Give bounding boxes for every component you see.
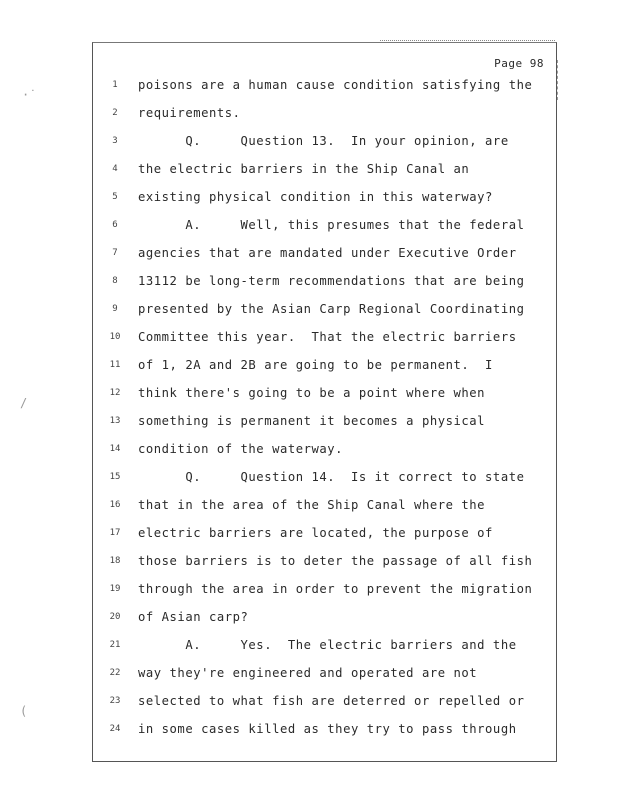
line-number: 15 xyxy=(109,472,121,482)
transcript-line: way they're engineered and operated are not xyxy=(138,666,478,680)
transcript-line: of 1, 2A and 2B are going to be permanent. I xyxy=(138,358,493,372)
transcript-line: condition of the waterway. xyxy=(138,442,344,456)
transcript-line: in some cases killed as they try to pass through xyxy=(138,722,517,736)
transcript-line: Committee this year. That the electric barriers xyxy=(138,330,517,344)
line-number: 19 xyxy=(109,584,121,594)
transcript-page-frame xyxy=(92,42,557,762)
line-number: 2 xyxy=(112,108,118,118)
line-number: 13 xyxy=(109,416,121,426)
line-number: 17 xyxy=(109,528,121,538)
transcript-line: selected to what fish are deterred or repelled or xyxy=(138,694,525,708)
transcript-line: of Asian carp? xyxy=(138,610,249,624)
transcript-line: Q. Question 13. In your opinion, are xyxy=(138,134,509,148)
transcript-line: electric barriers are located, the purpose of xyxy=(138,526,493,540)
line-number: 9 xyxy=(112,304,118,314)
line-number: 3 xyxy=(112,136,118,146)
transcript-line: A. Yes. The electric barriers and the xyxy=(138,638,517,652)
line-number: 10 xyxy=(109,332,121,342)
line-number: 22 xyxy=(109,668,121,678)
line-number: 21 xyxy=(109,640,121,650)
transcript-line: agencies that are mandated under Executive Order xyxy=(138,246,517,260)
transcript-line: something is permanent it becomes a physical xyxy=(138,414,486,428)
line-number: 5 xyxy=(112,192,118,202)
margin-speck: ·˙ xyxy=(22,88,37,102)
transcript-line: Q. Question 14. Is it correct to state xyxy=(138,470,525,484)
line-number: 18 xyxy=(109,556,121,566)
line-number: 1 xyxy=(112,80,118,90)
transcript-line: that in the area of the Ship Canal where the xyxy=(138,498,486,512)
right-margin-rule xyxy=(557,60,559,100)
transcript-line: existing physical condition in this waterway? xyxy=(138,190,493,204)
transcript-line: through the area in order to prevent the migration xyxy=(138,582,533,596)
transcript-line: A. Well, this presumes that the federal xyxy=(138,218,525,232)
transcript-line: those barriers is to deter the passage of all fish xyxy=(138,554,533,568)
line-number: 16 xyxy=(109,500,121,510)
line-number: 23 xyxy=(109,696,121,706)
transcript-line: 13112 be long-term recommendations that are being xyxy=(138,274,525,288)
margin-speck: ( xyxy=(20,704,28,718)
line-number: 7 xyxy=(112,248,118,258)
line-number: 11 xyxy=(109,360,121,370)
line-number: 4 xyxy=(112,164,118,174)
transcript-line: presented by the Asian Carp Regional Coordinating xyxy=(138,302,525,316)
line-number: 12 xyxy=(109,388,121,398)
line-number: 24 xyxy=(109,724,121,734)
line-number: 20 xyxy=(109,612,121,622)
transcript-line: poisons are a human cause condition satisfying the xyxy=(138,78,533,92)
margin-speck: / xyxy=(20,396,28,410)
page-number: Page 98 xyxy=(494,57,544,70)
line-number: 14 xyxy=(109,444,121,454)
transcript-line: the electric barriers in the Ship Canal an xyxy=(138,162,470,176)
line-number: 6 xyxy=(112,220,118,230)
transcript-line: requirements. xyxy=(138,106,241,120)
line-number: 8 xyxy=(112,276,118,286)
transcript-line: think there's going to be a point where when xyxy=(138,386,486,400)
